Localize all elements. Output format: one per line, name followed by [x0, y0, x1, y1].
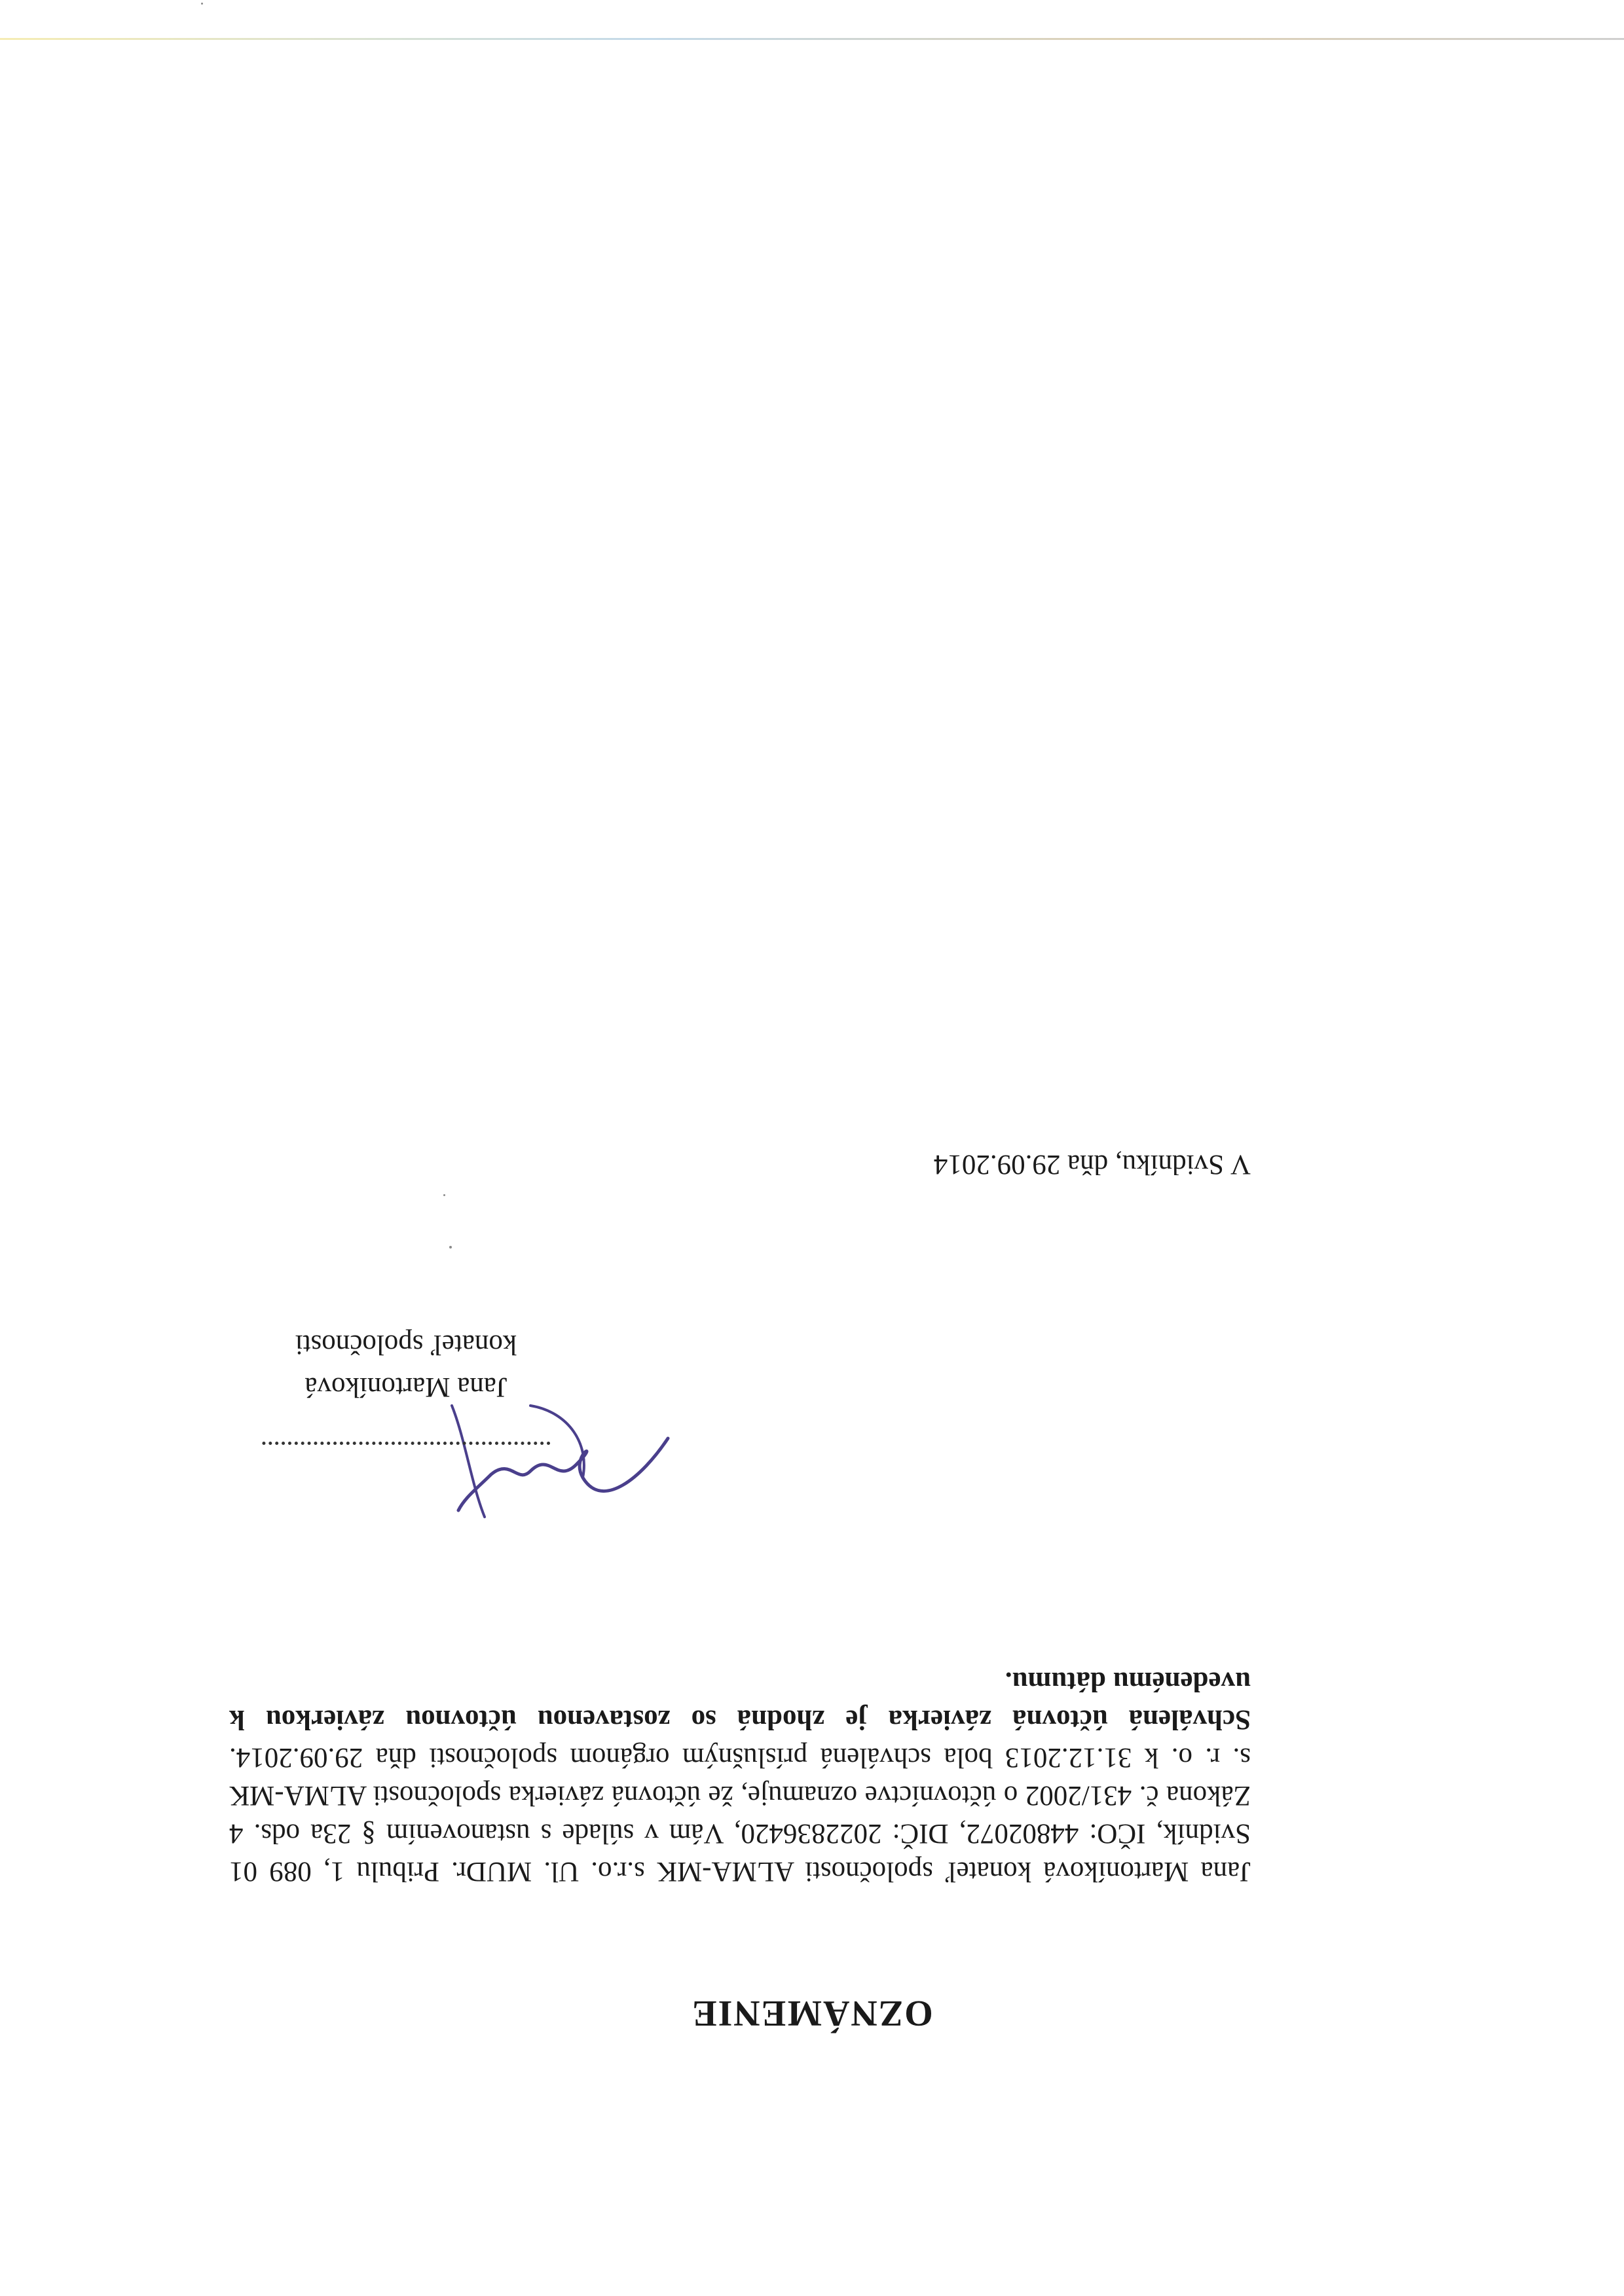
document-title: OZNÁMENIE: [691, 1993, 933, 2033]
scan-speck: [449, 1246, 452, 1248]
scan-speck: [201, 3, 203, 5]
signatory-role: konateľ spoločnosti: [295, 1329, 517, 1360]
notice-text: Jana Martoníková konateľ spoločnosti ALMA-MK s.r.o. Ul. MUDr. Pribulu 1, 089 01 Svidník, IČO: 44802072, DIČ: 2022836420, Vám v súlade s ustanovením § 23a ods. 4 Zákona č. 431/2002 o účtovníctve oznamuje, že účtovná závierka spoločnosti ALMA-MK s. r. o. k 31.12.2013 bola schválená príslušným orgánom spoločnosti dňa 29.09.2014.: [229, 1742, 1251, 1887]
signatory-name: Jana Martoníková: [304, 1372, 507, 1402]
scan-speck: [443, 1194, 445, 1196]
notice-bold-text: Schválená účtovná závierka je zhodná so zostavenou účtovnou závierkou k uvedenému dátumu.: [229, 1666, 1251, 1735]
place-and-date: V Svidníku, dňa 29.09.2014: [933, 1149, 1251, 1180]
signature-dotted-line: [262, 1442, 550, 1445]
notice-paragraph: [229, 1662, 1251, 1890]
handwritten-signature: [432, 1393, 681, 1537]
